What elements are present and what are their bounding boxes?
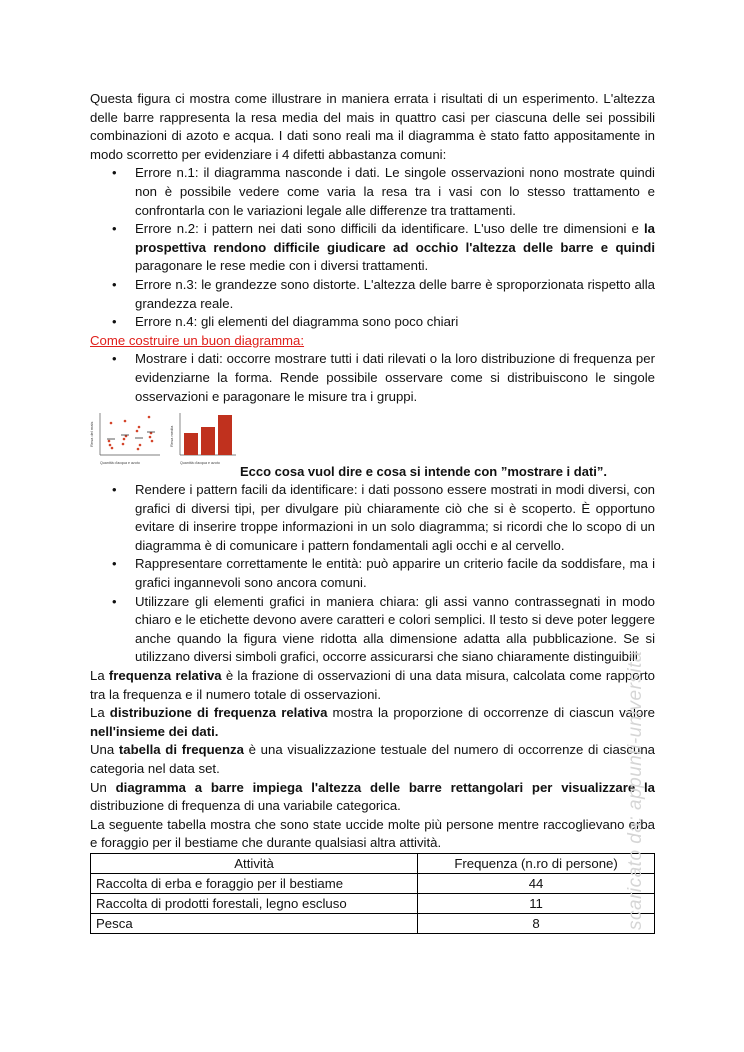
table-row	[91, 873, 655, 893]
good-item-2: • Rendere i pattern facili da identificare: i dati possono essere mostrati in modi diversi, con grafici di diversi tipi, per divulgare più chiaramente ciò che si è scoperto. È opportuno evitare di inserire troppe informazioni in un solo diagramma; si ricordi che lo scopo di un diagramma è di comunicare i pattern fondamentali agli occhi e al cervello.	[90, 481, 655, 555]
def-bar-chart: Un diagramma a barre impiega l'altezza delle barre rettangolari per visualizzare la distribuzione di frequenza di una variabile categorica.	[90, 779, 655, 814]
watermark: scaricato da: appunti-universita	[625, 651, 646, 930]
error-item-1: • Errore n.1: il diagramma nasconde i dati. Le singole osservazioni nono mostrate quindi non è possibile vedere come varia la resa tra i vasi con lo stesso trattamento e confrontarla con le variazioni legale alle differenze tra trattamenti.	[90, 164, 655, 220]
def-relative-distribution: La distribuzione di frequenza relativa mostra la proporzione di occorrenze di ciascun valore nell'insieme dei dati.	[90, 705, 655, 739]
cell-frequency: 44	[418, 873, 655, 893]
cell-frequency: 11	[418, 893, 655, 913]
errors-list	[90, 164, 655, 331]
good-item-1: • Mostrare i dati: occorre mostrare tutti i dati rilevati o la loro distribuzione di frequenza per evidenziarne la forma. Rende possibile osservare come si distribuiscono le singole osservazioni e paragonare le misure tra i gruppi.	[90, 350, 655, 406]
good-list-rest	[90, 481, 655, 667]
svg-text:Quantità d'acqua e azoto: Quantità d'acqua e azoto	[180, 461, 220, 466]
svg-text:Resa del mais: Resa del mais	[89, 421, 94, 448]
cell-activity: Raccolta di erba e foraggio per il bestiame	[91, 873, 418, 893]
good-item-4: • Utilizzare gli elementi grafici in maniera chiara: gli assi vanno contrassegnati in modo chiaro e le etichette devono avere caratteri e colori semplici. Il testo si deve poter leggere anche quando la figura viene ridotta alla dimensione adatta alla pubblicazione. Se si utilizzano diversi simboli grafici, occorre assicurarsi che siano chiaramente distinguibili.	[90, 593, 655, 667]
show-data-figure	[90, 409, 655, 481]
thumb-bar-2	[201, 427, 215, 455]
good-list-first	[90, 350, 655, 406]
figure-caption: Ecco cosa vuol dire e cosa si intende con ”mostrare i dati”.	[240, 463, 608, 479]
document-page	[90, 90, 655, 934]
frequency-table	[90, 853, 655, 934]
cell-frequency: 8	[418, 913, 655, 933]
dot-plot-thumbnail	[90, 409, 162, 469]
cell-activity: Raccolta di prodotti forestali, legno escluso	[91, 893, 418, 913]
col-header-frequency: Frequenza (n.ro di persone)	[418, 853, 655, 873]
good-item-3: • Rappresentare correttamente le entità: può apparire un criterio facile da soddisfare, ma i grafici ingannevoli sono ancora comuni.	[90, 555, 655, 592]
error-item-3: • Errore n.3: le grandezze sono distorte. L'altezza delle barre è sproporzionata rispetto alla grandezza reale.	[90, 276, 655, 313]
table-row	[91, 913, 655, 933]
def-relative-frequency: La frequenza relativa è la frazione di osservazioni di una data misura, calcolata come rapporto tra la frequenza e il numero totale di osservazioni.	[90, 668, 655, 702]
def-frequency-table: Una tabella di frequenza è una visualizzazione testuale del numero di occorrenze di ciascuna categoria nel data set.	[90, 742, 655, 776]
error-item-4: • Errore n.4: gli elementi del diagramma sono poco chiari	[90, 313, 655, 332]
svg-text:Resa media: Resa media	[169, 425, 174, 448]
bar-chart-thumbnail	[168, 409, 238, 469]
good-diagram-heading[interactable]: Come costruire un buon diagramma:	[90, 332, 305, 348]
table-header-row	[91, 853, 655, 873]
thumb-bar-1	[184, 433, 198, 455]
col-header-activity: Attività	[91, 853, 418, 873]
thumb-bar-3	[218, 415, 232, 455]
cell-activity: Pesca	[91, 913, 418, 933]
svg-text:Quantità d'acqua e azoto: Quantità d'acqua e azoto	[100, 461, 140, 466]
intro-paragraph: Questa figura ci mostra come illustrare in maniera errata i risultati di un esperimento. L'altezza delle barre rappresenta la resa media del mais in quattro casi per ciascuna delle sei possibili combinazioni di azoto e acqua. I dati sono reali ma il diagramma è stato fatto appositamente in modo scorretto per evidenziare i 4 difetti abbastanza comuni:	[90, 91, 655, 162]
table-row	[91, 893, 655, 913]
table-intro: La seguente tabella mostra che sono state uccide molte più persone mentre raccoglievano erba e foraggio per il bestiame che durante qualsiasi altra attività.	[90, 816, 655, 851]
error-item-2: • Errore n.2: i pattern nei dati sono difficili da identificare. L'uso delle tre dimensioni e la prospettiva rendono difficile giudicare ad occhio l'altezza delle barre e quindi paragonare le rese medie con i diversi trattamenti.	[90, 220, 655, 276]
